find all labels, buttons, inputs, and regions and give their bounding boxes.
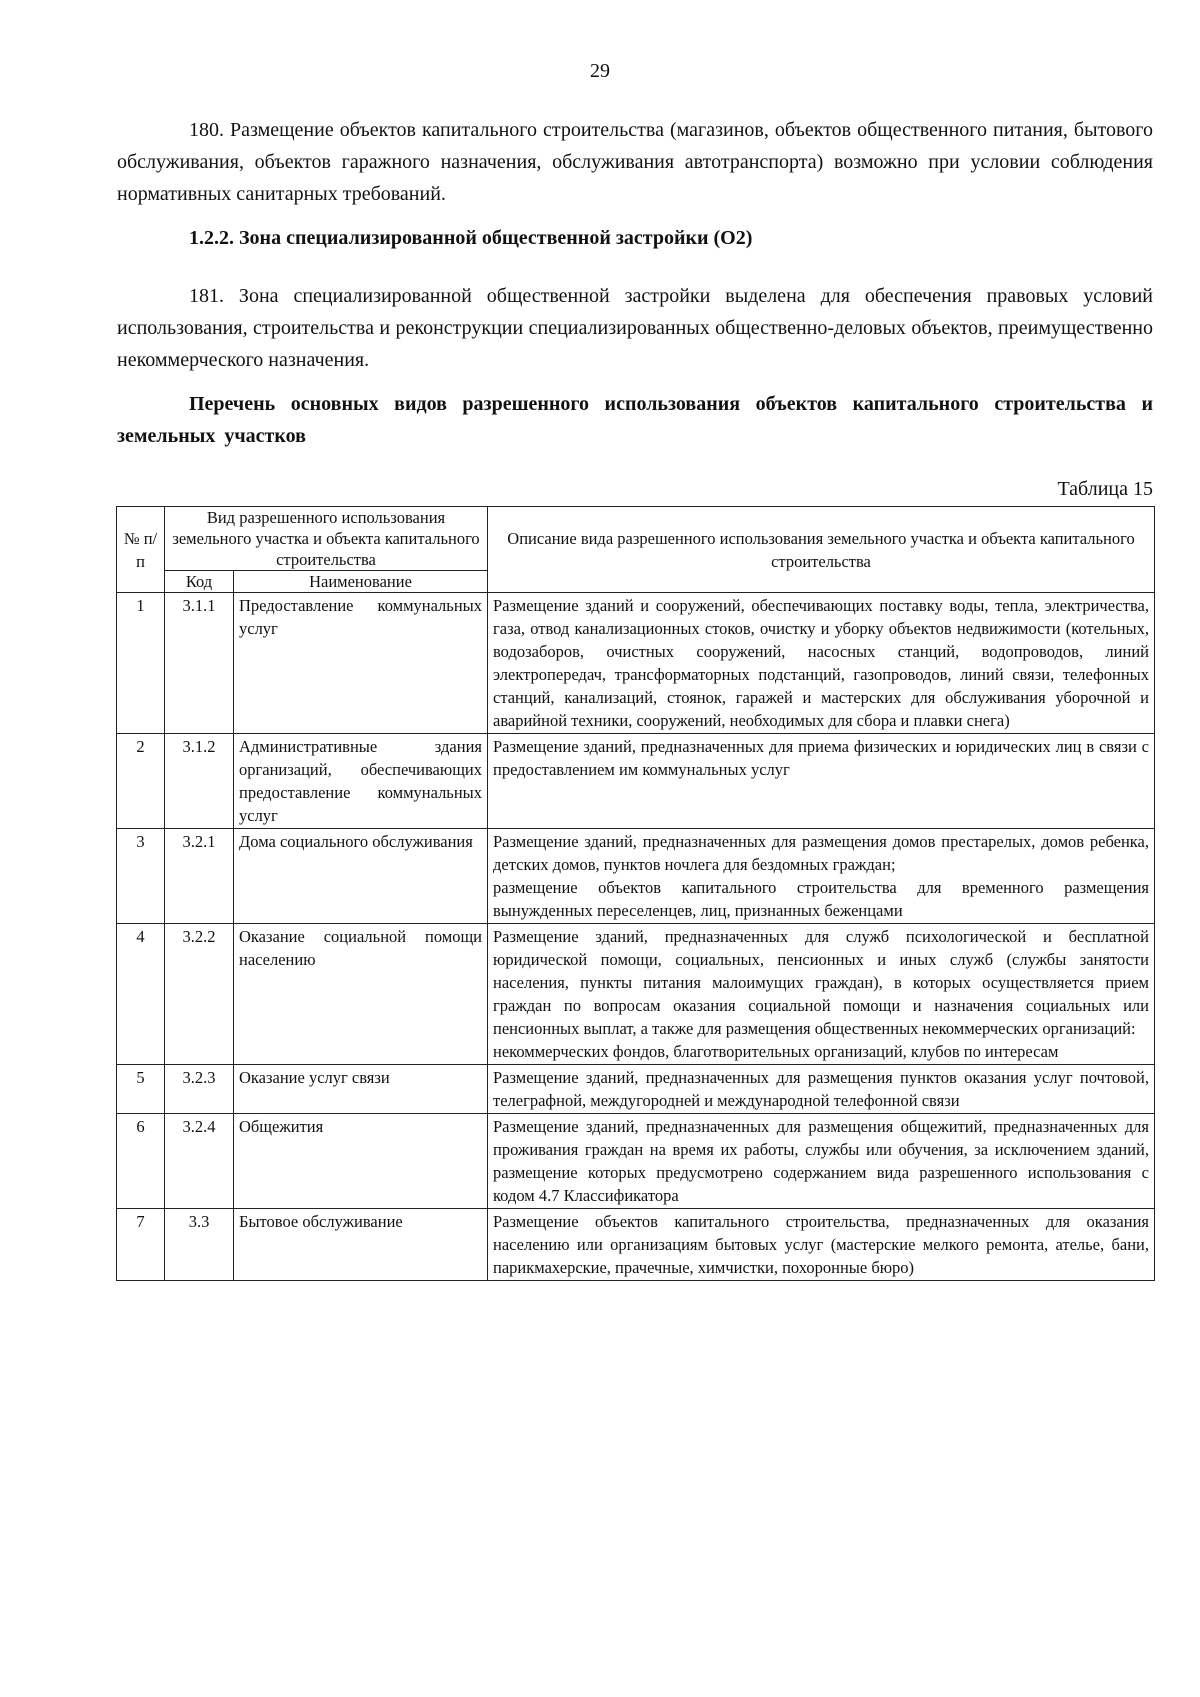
row-description: Размещение зданий, предназначенных для служб психологической и бесплатной юридической помощи, социальных, пенсионных и иных служб (службы занятости населения, пункты питания малоимущих граждан), в которых осуществляется прием граждан по вопросам оказания социальной помощи и назначения социальных или пенсионных выплат, а также для размещения общественных некоммерческих организаций: xyxy=(493,927,1149,1038)
row-name: Оказание социальной помощи населению xyxy=(234,924,488,1065)
row-description: Размещение зданий и сооружений, обеспечивающих поставку воды, тепла, электричества, газа, отвод канализационных стоков, очистку и уборку объектов недвижимости (котельных, водозаборов, очистных сооружений, насосных станций, водопроводов, линий электропередач, трансформаторных подстанций, газопроводов, линий связи, телефонных станций, канализаций, стоянок, гаражей и мастерских для обслуживания уборочной и аварийной техники, сооружений, необходимых для сбора и плавки снега) xyxy=(488,593,1155,734)
header-kind-group: Вид разрешенного использования земельного участка и объекта капитального строительства xyxy=(165,507,488,571)
paragraph-181: 181. Зона специализированной общественной застройки выделена для обеспечения правовых условий использования, строительства и реконструкции специализированных общественно-деловых объектов, преимущественно некоммерческого назначения. xyxy=(117,285,1153,371)
paragraph-180: 180. Размещение объектов капитального строительства (магазинов, объектов общественного питания, бытового обслуживания, объектов гаражного назначения, обслуживания автотранспорта) возможно при условии соблюдения нормативных санитарных требований. xyxy=(117,119,1153,205)
row-name: Общежития xyxy=(234,1114,488,1209)
table-row xyxy=(117,829,1155,924)
row-name: Бытовое обслуживание xyxy=(234,1209,488,1281)
row-code: 3.2.3 xyxy=(165,1065,234,1114)
table-row xyxy=(117,1065,1155,1114)
table-row xyxy=(117,593,1155,734)
row-code: 3.3 xyxy=(165,1209,234,1281)
row-description: Размещение зданий, предназначенных для размещения общежитий, предназначенных для проживания граждан на время их работы, службы или обучения, за исключением зданий, размещение которых предусмотрено содержанием вида разрешенного использования с кодом 4.7 Классификатора xyxy=(488,1114,1155,1209)
row-description-extra: некоммерческих фондов, благотворительных организаций, клубов по интересам xyxy=(493,1042,1059,1061)
row-num: 2 xyxy=(117,734,165,829)
header-name: Наименование xyxy=(234,571,488,593)
row-code: 3.2.4 xyxy=(165,1114,234,1209)
row-num: 1 xyxy=(117,593,165,734)
row-description: Размещение объектов капитального строительства, предназначенных для оказания населению или организациям бытовых услуг (мастерские мелкого ремонта, ателье, бани, парикмахерские, прачечные, химчистки, похоронные бюро) xyxy=(488,1209,1155,1281)
table-row xyxy=(117,924,1155,1065)
row-num: 3 xyxy=(117,829,165,924)
row-name: Дома социального обслуживания xyxy=(234,829,488,924)
row-description: Размещение зданий, предназначенных для размещения пунктов оказания услуг почтовой, телеграфной, междугородней и международной телефонной связи xyxy=(488,1065,1155,1114)
row-description: Размещение зданий, предназначенных для размещения домов престарелых, домов ребенка, детских домов, пунктов ночлега для бездомных граждан; xyxy=(493,832,1149,874)
section-heading: 1.2.2. Зона специализированной общественной застройки (О2) xyxy=(189,227,753,249)
header-description: Описание вида разрешенного использования земельного участка и объекта капитального строительства xyxy=(488,507,1155,593)
row-code: 3.2.1 xyxy=(165,829,234,924)
table-row xyxy=(117,734,1155,829)
list-heading: Перечень основных видов разрешенного использования объектов капитального строительства и земельных участков xyxy=(117,393,1153,447)
row-num: 5 xyxy=(117,1065,165,1114)
row-description-extra: размещение объектов капитального строительства для временного размещения вынужденных переселенцев, лиц, признанных беженцами xyxy=(493,878,1149,920)
row-code: 3.2.2 xyxy=(165,924,234,1065)
row-name: Административные здания организаций, обеспечивающих предоставление коммунальных услуг xyxy=(234,734,488,829)
row-num: 7 xyxy=(117,1209,165,1281)
table-header-row xyxy=(117,507,1155,571)
page-number: 29 xyxy=(590,60,610,82)
header-code: Код xyxy=(165,571,234,593)
table-row xyxy=(117,1114,1155,1209)
row-num: 6 xyxy=(117,1114,165,1209)
row-code: 3.1.2 xyxy=(165,734,234,829)
table-caption: Таблица 15 xyxy=(1057,478,1153,500)
header-num: № п/п xyxy=(117,507,165,593)
row-description: Размещение зданий, предназначенных для приема физических и юридических лиц в связи с предоставлением им коммунальных услуг xyxy=(488,734,1155,829)
row-description-cell xyxy=(488,829,1155,924)
permitted-use-table xyxy=(116,506,1155,1281)
row-num: 4 xyxy=(117,924,165,1065)
row-description-cell xyxy=(488,924,1155,1065)
row-name: Оказание услуг связи xyxy=(234,1065,488,1114)
row-code: 3.1.1 xyxy=(165,593,234,734)
row-name: Предоставление коммунальных услуг xyxy=(234,593,488,734)
table-row xyxy=(117,1209,1155,1281)
